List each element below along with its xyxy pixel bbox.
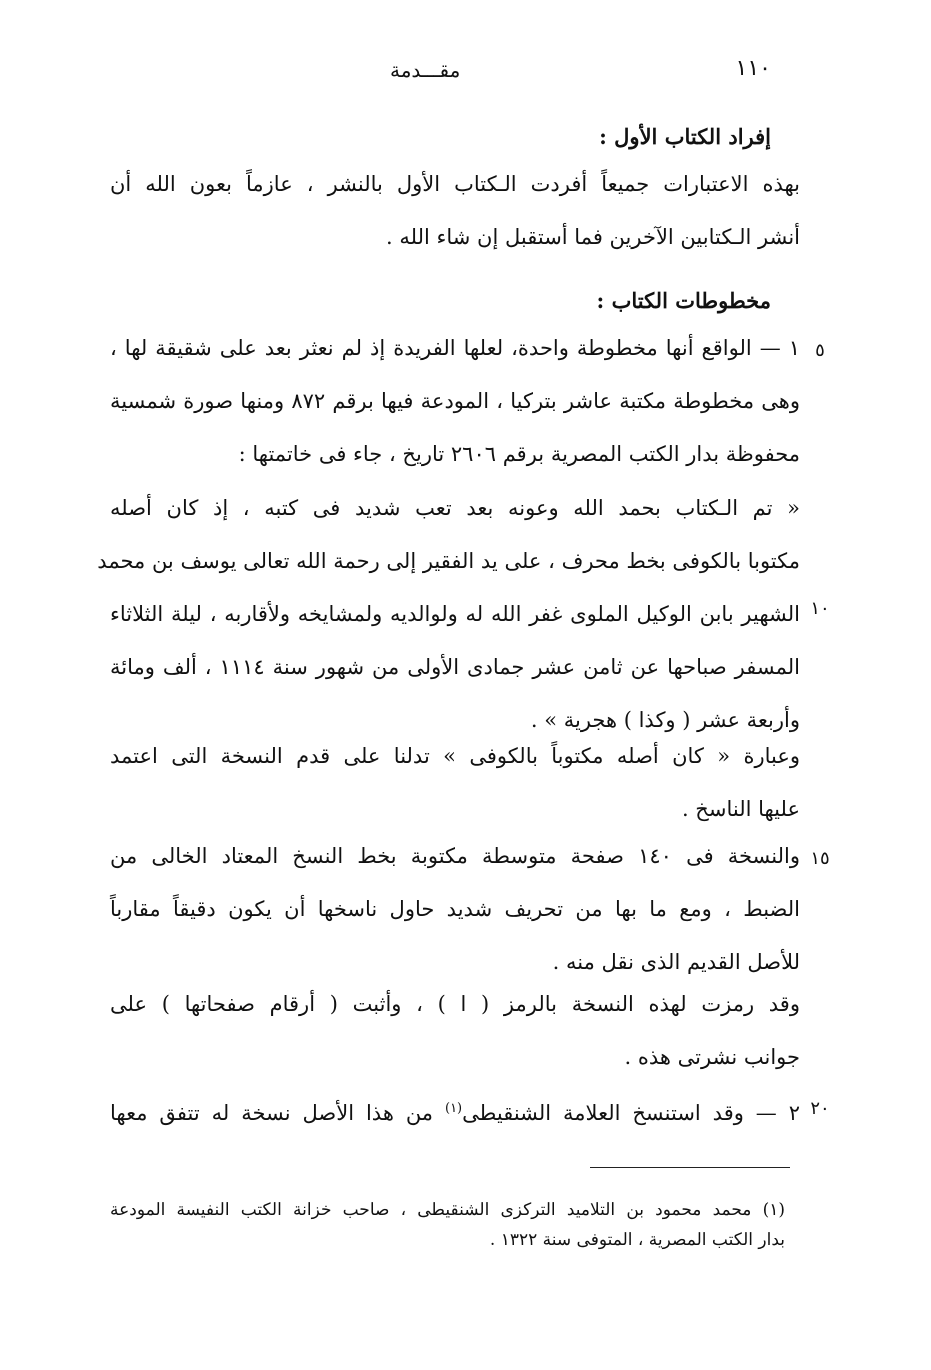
text-line: وقد رمزت لهذه النسخة بالرمز ( ا ) ، وأثبت ( أرقام صفحاتها ) على xyxy=(110,992,800,1016)
text-line: المسفر صباحها عن ثامن عشر جمادى الأولى من شهور سنة ١١١٤ ، ألف ومائة xyxy=(110,655,800,679)
paragraph-copy-description xyxy=(110,842,800,977)
footnote-line: (١) محمد محمود بن التلاميد التركزى الشنقيطى ، صاحب خزانة الكتب النفيسة المودعة xyxy=(110,1200,785,1220)
text-line: وعبارة « كان أصله مكتوباً بالكوفى » تدلنا على قدم النسخة التى اعتمد xyxy=(110,744,800,768)
paragraph-manuscript-one xyxy=(110,334,800,469)
text-line: الضبط ، ومع ما بها من تحريف شديد حاول ناسخها أن يكون دقيقاً مقارباً xyxy=(110,897,800,921)
text-line: للأصل القديم الذى نقل منه . xyxy=(552,950,800,974)
text-line: محفوظة بدار الكتب المصرية برقم ٢٦٠٦ تاريخ ، جاء فى خاتمتها : xyxy=(238,442,800,466)
paragraph-first-book xyxy=(110,170,800,252)
text-line: الشهير بابن الوكيل الملوى غفر الله له ولوالديه ولمشايخه ولأقاربه ، ليلة الثلاثاء xyxy=(110,602,800,626)
text-line: جوانب نشرتى هذه . xyxy=(624,1045,800,1069)
section-heading-manuscripts: مخطوطات الكتاب : xyxy=(596,288,771,313)
running-title: مقـــدمة xyxy=(390,58,461,82)
text-run: ٢ — وقد استنسخ العلامة الشنقيطى xyxy=(462,1101,800,1125)
text-line: عليها الناسخ . xyxy=(681,797,800,821)
text-line: والنسخة فى ١٤٠ صفحة متوسطة مكتوبة بخط النسخ المعتاد الخالى من xyxy=(110,844,801,868)
footnote xyxy=(110,1198,785,1252)
text-run: من هذا الأصل نسخة له تتفق معها xyxy=(110,1101,445,1125)
paragraph-manuscript-two xyxy=(110,1094,800,1128)
text-line: ١ — الواقع أنها مخطوطة واحدة، لعلها الفريدة إذ لم نعثر بعد على شقيقة لها ، xyxy=(110,336,800,360)
line-number-5: ٥ xyxy=(815,340,825,361)
line-number-10: ١٠ xyxy=(810,598,830,619)
paragraph-symbol-note xyxy=(110,990,800,1072)
section-heading-first-book: إفراد الكتاب الأول : xyxy=(599,124,771,149)
line-number-15: ١٥ xyxy=(810,848,830,869)
paragraph-colophon-quote xyxy=(97,494,800,735)
text-line: « تم الـكتاب بحمد الله وعونه بعد تعب شديد فى كتبه ، إذ كان أصله xyxy=(110,496,800,520)
text-line: وأربعة عشر ( وكذا ) هجرية » . xyxy=(530,708,800,732)
text-line: مكتوبا بالكوفى بخط محرف ، على يد الفقير إلى رحمة الله تعالى يوسف بن محمد xyxy=(97,549,800,573)
text-line: وهى مخطوطة مكتبة عاشر بتركيا ، المودعة فيها برقم ٨٧٢ ومنها صورة شمسية xyxy=(110,389,800,413)
text-line: أنشر الـكتابين الآخرين فما أستقبل إن شاء الله . xyxy=(386,225,800,249)
page-header xyxy=(0,56,931,92)
line-number-20: ٢٠ xyxy=(810,1098,830,1119)
text-line xyxy=(110,1094,800,1128)
page-number: ١١٠ xyxy=(735,56,771,81)
footnote-reference: (١) xyxy=(444,1101,463,1116)
text-line: بهذه الاعتبارات جميعاً أفردت الـكتاب الأول بالنشر ، عازماً بعون الله أن xyxy=(110,172,800,196)
footnote-divider xyxy=(590,1167,790,1168)
footnote-line: بدار الكتب المصرية ، المتوفى سنة ١٣٢٢ . xyxy=(489,1230,785,1250)
paragraph-kufic-phrase xyxy=(110,742,800,824)
